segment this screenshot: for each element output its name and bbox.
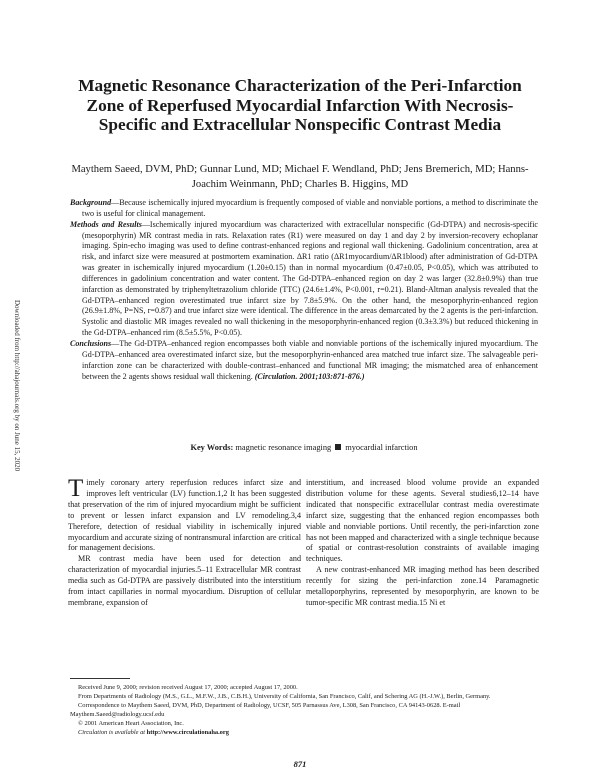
methods-label: Methods and Results bbox=[70, 219, 142, 229]
author-list: Maythem Saeed, DVM, PhD; Gunnar Lund, MD; Michael F. Wendland, PhD; Jens Bremerich, MD; Hanns-Joachim Weinmann, PhD; Charles B. Higgins, MD bbox=[71, 164, 529, 190]
paragraph-text: imely coronary artery reperfusion reduces infarct size and improves left ventricular (LV) function.1,2 It has been suggested that preservation of the rim of injured myocardium might be sufficient to prevent or lessen infarct expansion and LV remodeling.3,4 Therefore, detection of residual viability in ischemically injured myocardium and accurate sizing of nontransmural infarction are critical for management decisions. bbox=[68, 478, 301, 553]
background-label: Background bbox=[70, 198, 112, 207]
conclusions-label: Conclusions bbox=[70, 338, 112, 348]
body-paragraph bbox=[68, 475, 301, 554]
abstract-conclusions bbox=[70, 339, 538, 382]
journal-name: Circulation bbox=[78, 728, 108, 736]
keyword-1: magnetic resonance imaging bbox=[235, 443, 332, 452]
body-paragraph: interstitium, and increased blood volume provide an expanded distribution volume for these agents. Several studies6,12–14 have indicated that nonspecific extracellular contrast media overestimate infarct size, suggesting that the enhanced region encompasses both viable and nonviable portions. Until recently, the peri-infarction zone has not been mapped and characterized with a single technique because of spatial or contrast-resolution constraints of available imaging techniques. bbox=[306, 478, 539, 564]
keywords bbox=[70, 443, 538, 452]
footnotes bbox=[70, 684, 538, 737]
keyword-2: myocardial infarction bbox=[345, 443, 418, 452]
citation: (Circulation. 2001;103:871-876.) bbox=[254, 371, 365, 381]
footnote-copyright: © 2001 American Heart Association, Inc. bbox=[78, 719, 184, 727]
download-side-note: Downloaded from http://ahajournals.org by on June 15, 2020 bbox=[13, 300, 21, 472]
drop-cap: T bbox=[68, 475, 84, 502]
page-number: 871 bbox=[293, 759, 307, 769]
footnote-received: Received June 9, 2000; revision received August 17, 2000; accepted August 17, 2000. bbox=[78, 684, 298, 691]
keywords-label: Key Words: bbox=[190, 443, 234, 452]
footnote-availability bbox=[70, 729, 538, 738]
background-text: —Because ischemically injured myocardium is frequently composed of viable and nonviable portions, a method to discriminate the two is useful for clinical management. bbox=[82, 198, 538, 218]
abstract-background bbox=[70, 198, 538, 220]
conclusions-text: —The Gd-DTPA–enhanced region encompasses both viable and nonviable portions of the ischemically injured myocardium. The Gd-DTPA–enhanced area overestimated infarct size, but the mesoporphyrin-enhanced area matched true infarct size. The salvageable peri-infarction zone can be characterized with double-contrast–enhanced and functional MR imaging; the mismatched area of enhancement between the 2 agents shows residual wall thickening. bbox=[82, 338, 538, 381]
article-title: Magnetic Resonance Characterization of the Peri-Infarction Zone of Reperfused Myocardial Infarction With Necrosis-Specific and Extracellular Nonspecific Contrast Media bbox=[78, 76, 522, 134]
journal-url-link[interactable]: http://www.circulationaha.org bbox=[146, 728, 229, 736]
body-paragraph: MR contrast media have been used for detection and characterization of myocardial injuries.5–11 Extracellular MR contrast media such as Gd-DTPA are passively distributed into the interstitium from intact capillaries in normal myocardium. Disruption of cellular membrane, expansion of bbox=[68, 554, 301, 607]
footnote-correspondence: Correspondence to Maythem Saeed, DVM, PhD, Department of Radiology, UCSF, 505 Parnassus Ave, L308, San Francisco, CA 94143-0628. E-mail Maythem.Saeed@radiology.ucsf.edu bbox=[70, 701, 461, 718]
abstract-methods bbox=[70, 220, 538, 339]
abstract bbox=[70, 198, 538, 382]
footnote-divider bbox=[70, 678, 130, 679]
body-column-right bbox=[306, 478, 539, 609]
body-paragraph: A new contrast-enhanced MR imaging method has been described recently for sizing the peri-infarction zone.14 Paramagnetic metalloporphyrins, represented by mesoporphyrin, are known to be tumor-specific MR contrast media.15 Ni et bbox=[306, 565, 539, 607]
availability-text: is available at bbox=[107, 728, 147, 736]
body-column-left bbox=[68, 475, 301, 609]
footnote-affiliations: From Departments of Radiology (M.S., G.L., M.F.W., J.B., C.B.H.), University of California, San Francisco, Calif, and Schering AG (H.-J.W.), Berlin, Germany. bbox=[78, 692, 491, 700]
square-bullet-icon bbox=[335, 444, 341, 450]
methods-text: —Ischemically injured myocardium was characterized with extracellular nonspecific (Gd-DTPA) and necrosis-specific (mesoporphyrin) MR contrast media in rats. Relaxation rates (R1) were measured on day 1 and day 2 by inversion-recovery echoplanar imaging. Spin-echo imaging was used to define contrast-enhanced regions and regional wall thickening. Gadolinium concentration, area at risk, and infarct size were measured at postmortem examination. ΔR1 ratio (ΔR1myocardium/ΔR1blood) after administration of Gd-DTPA was greater in ischemically injured myocardium (1.20±0.15) than in normal myocardium (0.47±0.05, P<0.05), which was attributed to differences in gadolinium concentration and water content. The Gd-DTPA–enhanced region on day 2 was larger (32.8±0.9%) than true infarction as demonstrated by triphenyltetrazolium chloride (TTC) (24.6±1.4%, P<0.001, r=0.21). Bland-Altman analysis revealed that the Gd-DTPA–enhanced region overestimated true infarct size by 7.8±5.9%. On the other hand, the mesoporphyrin-enhanced region (26.9±1.8%, P=NS, r=0.87) and true infarct size were identical. The difference in the areas demarcated by the 2 agents is the peri-infarction. Systolic and diastolic MR images revealed no wall thickening in the mesoporphyrin-enhanced region (0.3±3.3%) but reduced thickening in the Gd-DTPA–enhanced rim (8.5±5.5%, P<0.05). bbox=[82, 219, 539, 338]
